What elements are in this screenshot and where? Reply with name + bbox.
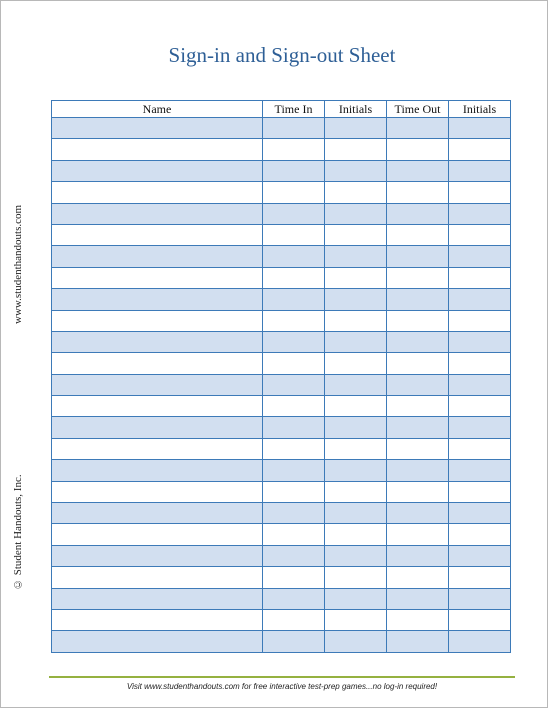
table-cell: [387, 609, 449, 630]
table-cell: [325, 118, 387, 139]
table-cell: [387, 160, 449, 181]
table-row: [52, 545, 511, 566]
table-row: [52, 289, 511, 310]
table-cell: [449, 481, 511, 502]
table-cell: [387, 503, 449, 524]
column-header-initials-out: Initials: [449, 101, 511, 118]
table-cell: [263, 353, 325, 374]
table-cell: [449, 631, 511, 652]
table-cell: [263, 267, 325, 288]
table-cell: [387, 417, 449, 438]
table-cell: [263, 289, 325, 310]
table-cell: [52, 374, 263, 395]
table-cell: [52, 139, 263, 160]
table-cell: [387, 353, 449, 374]
table-cell: [325, 246, 387, 267]
table-cell: [325, 609, 387, 630]
table-cell: [387, 267, 449, 288]
table-cell: [52, 631, 263, 652]
table-cell: [325, 481, 387, 502]
table-cell: [449, 438, 511, 459]
table-cell: [263, 503, 325, 524]
table-cell: [387, 331, 449, 352]
table-cell: [52, 609, 263, 630]
table-cell: [449, 246, 511, 267]
table-cell: [263, 631, 325, 652]
table-cell: [52, 417, 263, 438]
table-cell: [387, 545, 449, 566]
table-cell: [387, 438, 449, 459]
table-cell: [52, 160, 263, 181]
table-cell: [52, 545, 263, 566]
table-cell: [449, 267, 511, 288]
table-cell: [449, 609, 511, 630]
table-cell: [263, 524, 325, 545]
table-cell: [52, 481, 263, 502]
table-row: [52, 224, 511, 245]
table-cell: [449, 374, 511, 395]
table-cell: [449, 160, 511, 181]
table-row: [52, 524, 511, 545]
table-cell: [325, 567, 387, 588]
table-cell: [387, 182, 449, 203]
table-cell: [52, 224, 263, 245]
table-cell: [387, 374, 449, 395]
table-header-row: [52, 101, 511, 118]
footer-text: Visit www.studenthandouts.com for free interactive test-prep games...no log-in required!: [126, 682, 438, 691]
table-cell: [387, 289, 449, 310]
table-row: [52, 118, 511, 139]
table-cell: [52, 310, 263, 331]
table-cell: [52, 118, 263, 139]
table-cell: [449, 417, 511, 438]
table-cell: [263, 417, 325, 438]
table-row: [52, 588, 511, 609]
table-cell: [263, 246, 325, 267]
column-header-time-in: Time In: [263, 101, 325, 118]
table-cell: [387, 139, 449, 160]
table-row: [52, 481, 511, 502]
table-cell: [387, 310, 449, 331]
table-cell: [449, 567, 511, 588]
table-row: [52, 160, 511, 181]
table-cell: [325, 139, 387, 160]
table-cell: [325, 160, 387, 181]
table-row: [52, 331, 511, 352]
table-row: [52, 374, 511, 395]
table-cell: [325, 374, 387, 395]
table-cell: [449, 588, 511, 609]
table-row: [52, 417, 511, 438]
table-cell: [449, 460, 511, 481]
table-row: [52, 267, 511, 288]
table-cell: [325, 417, 387, 438]
table-cell: [387, 203, 449, 224]
table-cell: [325, 289, 387, 310]
table-row: [52, 396, 511, 417]
table-cell: [52, 353, 263, 374]
table-body: [52, 118, 511, 653]
table-cell: [387, 396, 449, 417]
table-cell: [387, 567, 449, 588]
table-cell: [387, 524, 449, 545]
table-cell: [52, 567, 263, 588]
table-cell: [263, 545, 325, 566]
table-cell: [449, 139, 511, 160]
side-website-text: www.studenthandouts.com: [12, 204, 24, 324]
table-cell: [325, 545, 387, 566]
table-cell: [263, 118, 325, 139]
table-cell: [52, 588, 263, 609]
table-cell: [263, 438, 325, 459]
sign-in-table: [51, 100, 511, 653]
table-cell: [325, 267, 387, 288]
table-row: [52, 203, 511, 224]
table-cell: [52, 203, 263, 224]
table-row: [52, 353, 511, 374]
table-cell: [325, 588, 387, 609]
table-cell: [263, 567, 325, 588]
table-cell: [263, 160, 325, 181]
table-cell: [449, 524, 511, 545]
table-row: [52, 182, 511, 203]
table-cell: [449, 118, 511, 139]
table-cell: [52, 460, 263, 481]
table-cell: [52, 267, 263, 288]
table-cell: [449, 503, 511, 524]
table-cell: [263, 224, 325, 245]
page-title: Sign-in and Sign-out Sheet: [168, 43, 396, 67]
table-cell: [52, 182, 263, 203]
table-row: [52, 609, 511, 630]
table-cell: [263, 203, 325, 224]
table-cell: [387, 460, 449, 481]
table-cell: [449, 224, 511, 245]
table-cell: [325, 203, 387, 224]
table-row: [52, 460, 511, 481]
table-cell: [325, 224, 387, 245]
table-cell: [449, 396, 511, 417]
table-row: [52, 310, 511, 331]
table-cell: [52, 331, 263, 352]
table-cell: [325, 438, 387, 459]
table-cell: [325, 331, 387, 352]
table-cell: [52, 503, 263, 524]
table-cell: [325, 182, 387, 203]
table-cell: [52, 396, 263, 417]
table-cell: [263, 588, 325, 609]
table-cell: [387, 224, 449, 245]
table-cell: [263, 374, 325, 395]
table-cell: [449, 331, 511, 352]
footer-rule: [49, 676, 515, 678]
table-cell: [263, 396, 325, 417]
table-row: [52, 503, 511, 524]
table-cell: [387, 118, 449, 139]
table-cell: [52, 246, 263, 267]
column-header-name: Name: [52, 101, 263, 118]
table-cell: [263, 310, 325, 331]
table-cell: [449, 182, 511, 203]
table-cell: [52, 438, 263, 459]
table-cell: [263, 182, 325, 203]
column-header-time-out: Time Out: [387, 101, 449, 118]
table-cell: [263, 139, 325, 160]
table-cell: [325, 631, 387, 652]
table-cell: [263, 481, 325, 502]
table-cell: [52, 289, 263, 310]
table-cell: [449, 310, 511, 331]
table-row: [52, 246, 511, 267]
table-cell: [387, 481, 449, 502]
table-cell: [449, 203, 511, 224]
table-cell: [263, 460, 325, 481]
table-cell: [325, 460, 387, 481]
table-cell: [325, 396, 387, 417]
table-cell: [325, 353, 387, 374]
table-cell: [387, 588, 449, 609]
table-cell: [449, 353, 511, 374]
table-cell: [52, 524, 263, 545]
table-cell: [387, 246, 449, 267]
table-row: [52, 438, 511, 459]
table-cell: [387, 631, 449, 652]
table-cell: [449, 289, 511, 310]
table-cell: [325, 503, 387, 524]
side-copyright-text: © Student Handouts, Inc.: [12, 474, 24, 590]
table-row: [52, 567, 511, 588]
table-row: [52, 631, 511, 652]
table-cell: [325, 310, 387, 331]
table-cell: [449, 545, 511, 566]
table-row: [52, 139, 511, 160]
table-cell: [325, 524, 387, 545]
table-cell: [263, 331, 325, 352]
column-header-initials-in: Initials: [325, 101, 387, 118]
table-cell: [263, 609, 325, 630]
